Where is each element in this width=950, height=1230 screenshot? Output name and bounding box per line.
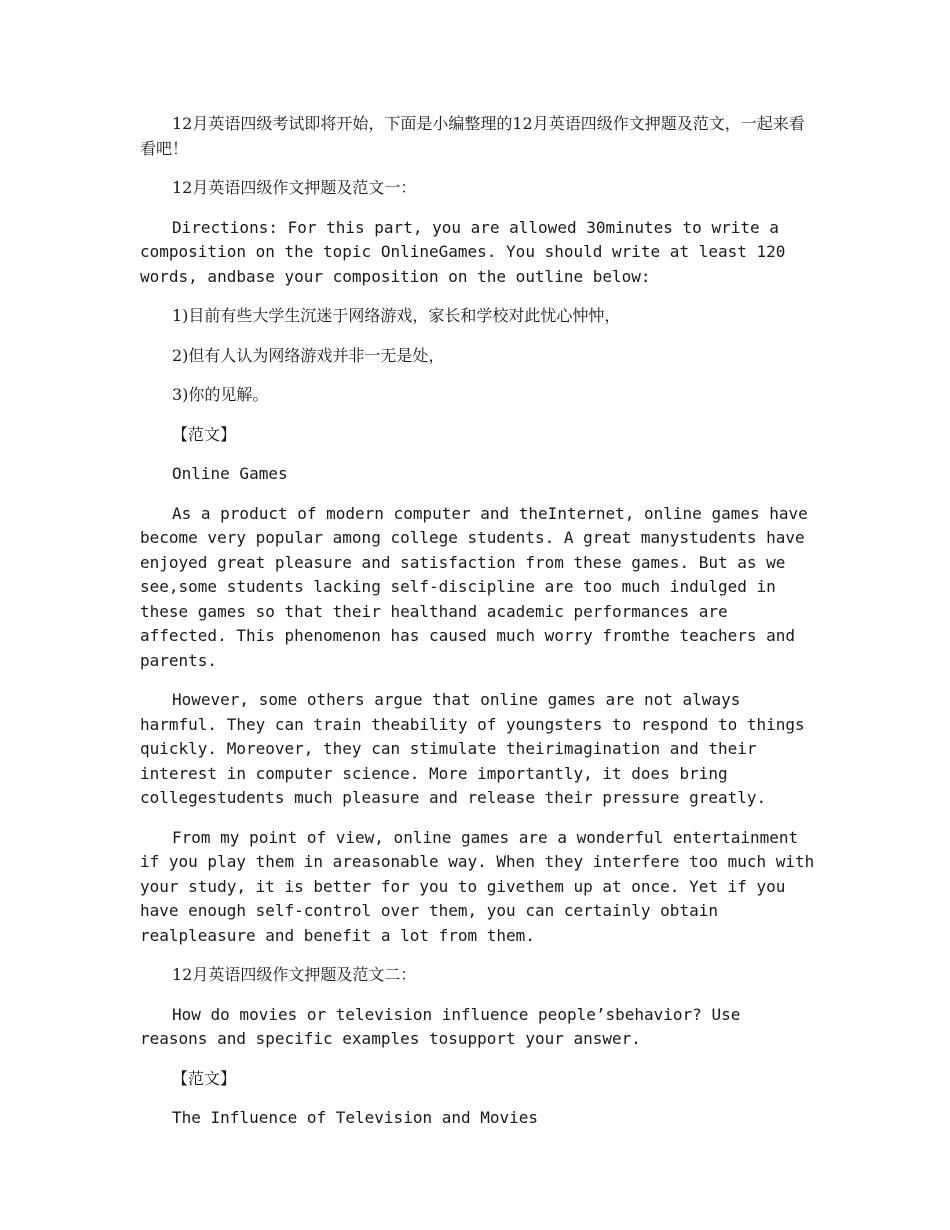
section-2-essay-title: The Influence of Television and Movies	[172, 1108, 539, 1127]
essay-1-paragraph-3: From my point of view, online games are a wonderful entertainment if you play them in areasonable way. When they interfere too much with your study, it is better for you to givethem up at once. Yet if you have enough self-control over them, you can certainly obtain realpleasure and benefit a lot from them.	[140, 827, 824, 945]
section-2-heading: 12月英语四级作文押题及范文二：	[172, 965, 417, 984]
outline-item-3: 3)你的见解。	[172, 385, 269, 404]
essay-1-paragraph-1: As a product of modern computer and theInternet, online games have become very popular among college students. A great manystudents have enjoyed great pleasure and satisfaction from these games. But as we see,some students lacking self-discipline are too much indulged in these games so that their healthand academic performances are affected. This phenomenon has caused much worry fromthe teachers and parents.	[140, 503, 818, 670]
outline-item-1: 1)目前有些大学生沉迷于网络游戏，家长和学校对此忧心忡忡，	[172, 306, 621, 325]
document-body	[140, 112, 824, 1146]
section-1-essay-title: Online Games	[172, 464, 288, 483]
outline-item-2: 2)但有人认为网络游戏并非一无是处，	[172, 345, 445, 365]
essay-1-paragraph-2: However, some others argue that online games are not always harmful. They can train theability of youngsters to respond to things quickly. Moreover, they can stimulate theirimagination and their interest in computer science. More importantly, it does bring collegestudents much pleasure and release their pressure greatly.	[140, 690, 815, 807]
section-1-sample-label: 【范文】	[172, 424, 237, 444]
section-2-sample-label: 【范文】	[172, 1068, 237, 1088]
intro-paragraph: 12月英语四级考试即将开始，下面是小编整理的12月英语四级作文押题及范文，一起来看看吧！	[140, 114, 805, 158]
section-1-directions: Directions: For this part, you are allowed 30minutes to write a composition on the topic OnlineGames. You should write at least 120 words, andbase your composition on the outline below:	[140, 217, 796, 286]
section-2-prompt: How do movies or television influence people’sbehavior? Use reasons and specific examples tosupport your answer.	[140, 1004, 750, 1048]
section-1-heading: 12月英语四级作文押题及范文一：	[172, 178, 417, 197]
